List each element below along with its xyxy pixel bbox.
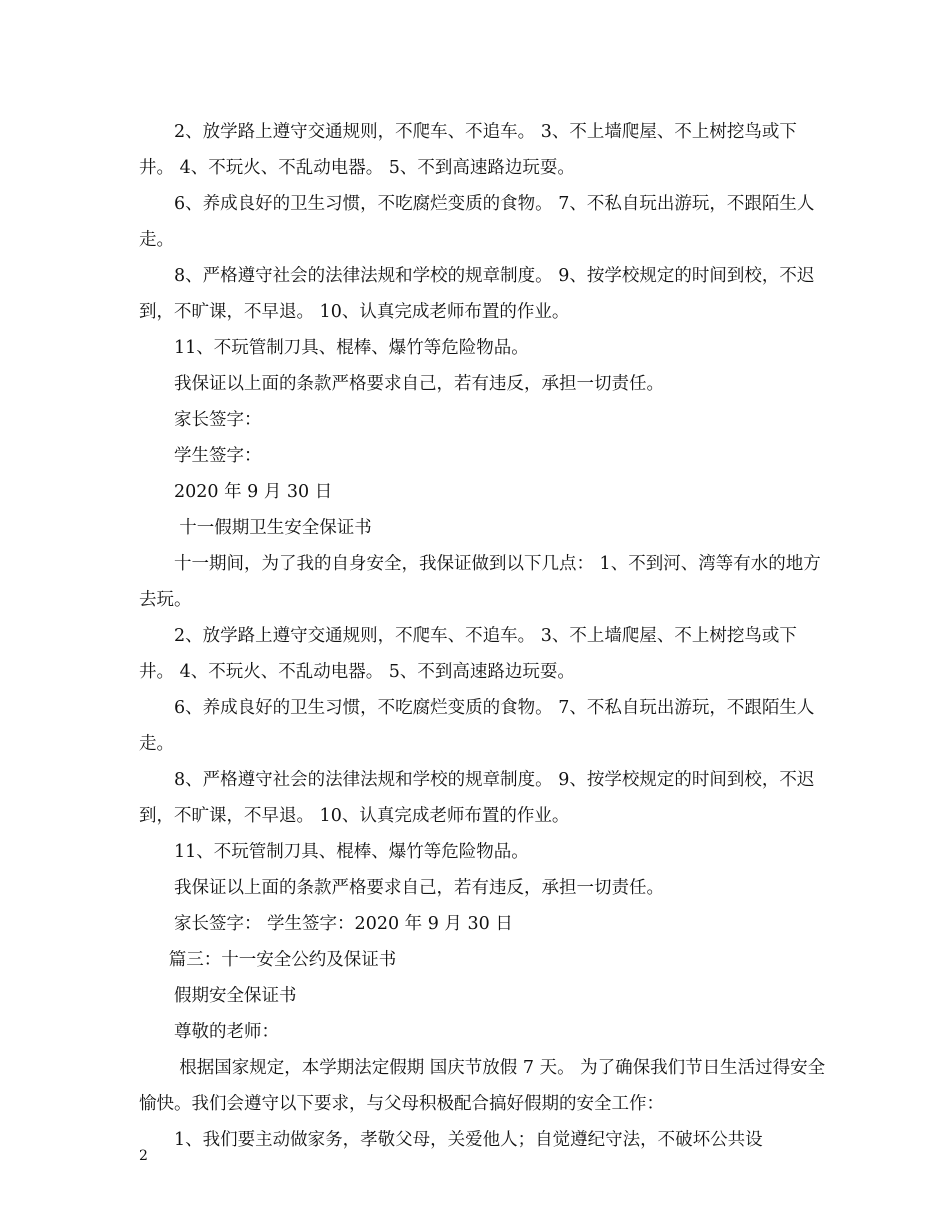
signatures-and-date-line: 家长签字： 学生签字：2020 年 9 月 30 日 bbox=[174, 914, 513, 934]
date-line: 2020 年 9 月 30 日 bbox=[174, 482, 333, 502]
paragraph-rule-11: 11、不玩管制刀具、棍棒、爆竹等危险物品。 bbox=[174, 338, 529, 358]
paragraph-rules-8-10: 8、严格遵守社会的法律法规和学校的规章制度。 9、按学校规定的时间到校，不迟到，不旷课，不早退。 10、认真完成老师布置的作业。 bbox=[139, 266, 815, 322]
paragraph-rules-6-7-repeat: 6、养成良好的卫生习惯，不吃腐烂变质的食物。 7、不私自玩出游玩，不跟陌生人走。 bbox=[139, 698, 815, 754]
salutation: 尊敬的老师： bbox=[174, 1022, 279, 1042]
page-number: 2 bbox=[139, 1148, 148, 1164]
parent-signature-label: 家长签字： bbox=[174, 410, 262, 430]
paragraph-rules-2-5-repeat: 2、放学路上遵守交通规则，不爬车、不追车。 3、不上墙爬屋、不上树挖鸟或下井。 4、不玩火、不乱动电器。 5、不到高速路边玩耍。 bbox=[139, 626, 797, 682]
paragraph-rules-8-10-repeat: 8、严格遵守社会的法律法规和学校的规章制度。 9、按学校规定的时间到校，不迟到，不旷课，不早退。 10、认真完成老师布置的作业。 bbox=[139, 770, 815, 826]
student-signature-label: 学生签字： bbox=[174, 446, 262, 466]
paragraph-rule-11-repeat: 11、不玩管制刀具、棍棒、爆竹等危险物品。 bbox=[174, 842, 529, 862]
paragraph-rules-2-5: 2、放学路上遵守交通规则，不爬车、不追车。 3、不上墙爬屋、不上树挖鸟或下井。 4、不玩火、不乱动电器。 5、不到高速路边玩耍。 bbox=[139, 122, 797, 178]
section-title-vacation-safety: 假期安全保证书 bbox=[174, 986, 297, 1006]
paragraph-pledge: 我保证以上面的条款严格要求自己，若有违反，承担一切责任。 bbox=[174, 374, 664, 394]
paragraph-pledge-repeat: 我保证以上面的条款严格要求自己，若有违反，承担一切责任。 bbox=[174, 878, 664, 898]
paragraph-rules-6-7: 6、养成良好的卫生习惯，不吃腐烂变质的食物。 7、不私自玩出游玩，不跟陌生人走。 bbox=[139, 194, 815, 250]
paragraph-national-holiday: 根据国家规定，本学期法定假期 国庆节放假 7 天。 为了确保我们节日生活过得安全愉快。我们会遵守以下要求，与父母积极配合搞好假期的安全工作： bbox=[139, 1058, 826, 1114]
document-body bbox=[139, 114, 829, 1158]
section-title-holiday-safety: 十一假期卫生安全保证书 bbox=[179, 518, 372, 538]
paragraph-rule-1-housework: 1、我们要主动做家务，孝敬父母，关爱他人；自觉遵纪守法，不破坏公共设 bbox=[174, 1130, 763, 1150]
chapter-title-part-three: 篇三：十一安全公约及保证书 bbox=[168, 950, 397, 970]
paragraph-intro-rule-1: 十一期间，为了我的自身安全，我保证做到以下几点： 1、不到河、湾等有水的地方去玩。 bbox=[139, 554, 821, 610]
